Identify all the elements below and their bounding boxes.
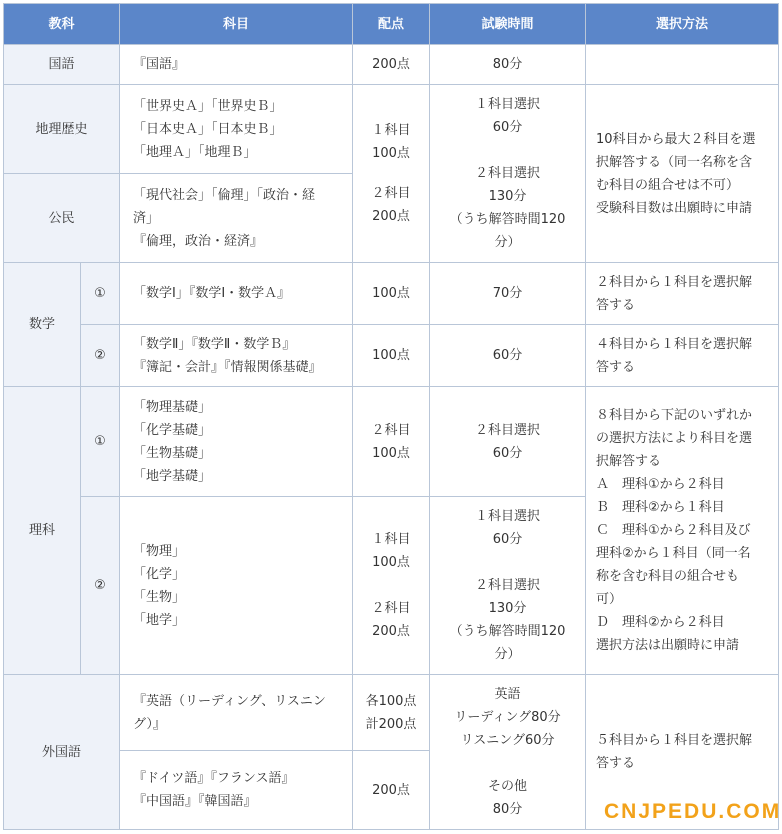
header-kyouka: 教科 [4, 4, 120, 45]
header-jikan: 試験時間 [430, 4, 586, 45]
houhou-chiri-koumin [586, 85, 779, 263]
haiten-line: ２科目 [371, 601, 411, 616]
kamoku-line: 「物理」 [133, 543, 186, 559]
kamoku-line: 「生物基礎」 [133, 445, 212, 461]
jikan-rika-2 [430, 497, 586, 675]
kamoku-line: 『簿記・会計』『情報関係基礎』 [133, 359, 322, 375]
kamoku-line: 「日本史Ａ」「日本史Ｂ」 [133, 121, 283, 137]
haiten-line: ２科目 [371, 186, 411, 201]
sugaku-no-1: ① [81, 263, 120, 325]
haiten-gaikoku-2: 200点 [353, 751, 430, 830]
jikan-line: リスニング60分 [460, 733, 555, 748]
houhou-line: 答する [596, 756, 636, 771]
kyouka-gaikoku: 外国語 [4, 675, 120, 830]
jikan-line: ２科目選択 [475, 578, 541, 593]
houhou-line: Ｄ 理科②から２科目 [596, 615, 725, 630]
houhou-line: Ｂ 理科②から１科目 [596, 500, 725, 515]
jikan-line: リーディング80分 [454, 710, 561, 725]
houhou-line: ４科目から１科目を選択解 [596, 336, 753, 352]
houhou-sugaku-1 [586, 263, 779, 325]
haiten-sugaku-2: 100点 [353, 325, 430, 387]
kamoku-chiri [120, 85, 353, 174]
header-kamoku: 科目 [120, 4, 353, 45]
kamoku-koumin [120, 174, 353, 263]
jikan-rika-1 [430, 387, 586, 497]
houhou-line: 可） [596, 592, 623, 607]
jikan-line: 80分 [492, 802, 523, 817]
kamoku-line: 「数学Ⅱ」『数学Ⅱ・数学Ｂ』 [133, 336, 296, 352]
kyouka-sugaku: 数学 [4, 263, 81, 387]
kyouka-kokugo: 国語 [4, 45, 120, 85]
jikan-line: 60分 [492, 445, 523, 461]
houhou-sugaku-2 [586, 325, 779, 387]
houhou-line: Ａ 理科①から２科目 [596, 477, 725, 492]
kamoku-rika-1 [120, 387, 353, 497]
houhou-line: 受験科目数は出願時に申請 [596, 200, 753, 216]
houhou-line: 答する [596, 359, 636, 375]
kyouka-koumin: 公民 [4, 174, 120, 263]
haiten-sugaku-1: 100点 [353, 263, 430, 325]
jikan-kokugo: 80分 [430, 45, 586, 85]
kamoku-line: 「物理基礎」 [133, 399, 212, 415]
jikan-chiri-koumin [430, 85, 586, 263]
houhou-kokugo-empty [586, 45, 779, 85]
jikan-line: （うち解答時間120 [449, 212, 566, 227]
jikan-line: 130分 [488, 189, 527, 204]
jikan-line: ２科目選択 [475, 422, 541, 438]
table-row-kokugo [4, 45, 779, 85]
kyouka-rika: 理科 [4, 387, 81, 675]
table-row-sugaku-2 [4, 325, 779, 387]
kamoku-line: 『中国語』『韓国語』 [133, 794, 257, 809]
kamoku-line: 『ドイツ語』『フランス語』 [133, 771, 295, 786]
houhou-line: 択解答する [596, 454, 662, 469]
houhou-line: 理科②から１科目（同一名 [596, 546, 751, 561]
jikan-line: 分） [494, 235, 521, 250]
jikan-line: （うち解答時間120 [449, 624, 566, 639]
haiten-line: 100点 [372, 146, 410, 161]
watermark-logo: CNJPEDU.COM [604, 800, 782, 823]
jikan-sugaku-1: 70分 [430, 263, 586, 325]
jikan-line: 分） [494, 647, 521, 662]
rika-no-1: ① [81, 387, 120, 497]
haiten-line: 200点 [372, 209, 410, 224]
kamoku-sugaku-2 [120, 325, 353, 387]
jikan-gaikoku [430, 675, 586, 830]
haiten-line: 計200点 [365, 716, 417, 732]
jikan-sugaku-2: 60分 [430, 325, 586, 387]
haiten-line: ２科目 [371, 422, 411, 438]
header-houhou: 選択方法 [586, 4, 779, 45]
kamoku-sugaku-1: 「数学Ⅰ」『数学Ⅰ・数学Ａ』 [120, 263, 353, 325]
houhou-line: ８科目から下記のいずれか [596, 408, 753, 423]
houhou-line: 択解答する（同一名称を含 [596, 154, 753, 170]
kamoku-line: 「地学基礎」 [133, 468, 212, 484]
houhou-line: ２科目から１科目を選択解 [596, 274, 753, 290]
haiten-line: １科目 [371, 532, 411, 547]
sugaku-no-2: ② [81, 325, 120, 387]
haiten-chiri-koumin [353, 85, 430, 263]
kamoku-gaikoku-1 [120, 675, 353, 751]
rika-no-2: ② [81, 497, 120, 675]
houhou-line: 選択方法は出願時に申請 [596, 638, 740, 653]
kamoku-gaikoku-2 [120, 751, 353, 830]
jikan-line: 英語 [494, 687, 521, 702]
exam-subject-table [3, 3, 782, 830]
table-row-sugaku-1 [4, 263, 779, 325]
jikan-line: １科目選択 [475, 97, 541, 112]
kamoku-line: 「生物」 [133, 589, 186, 605]
jikan-line: 60分 [492, 120, 523, 135]
jikan-line: １科目選択 [475, 509, 541, 524]
houhou-line: 答する [596, 297, 636, 313]
houhou-rika [586, 387, 779, 675]
haiten-line: 100点 [372, 555, 410, 570]
houhou-line: ５科目から１科目を選択解 [596, 733, 753, 748]
haiten-line: １科目 [371, 123, 411, 138]
table-header-row [4, 4, 779, 45]
jikan-line: 60分 [492, 532, 523, 547]
houhou-line: Ｃ 理科①から２科目及び [596, 523, 751, 538]
kamoku-kokugo: 『国語』 [120, 45, 353, 85]
jikan-line: ２科目選択 [475, 166, 541, 181]
table-row-gaikoku-1 [4, 675, 779, 751]
houhou-line: 10科目から最大２科目を選 [596, 131, 756, 147]
kamoku-line: 『倫理，政治・経済』 [133, 233, 264, 249]
kamoku-line: 「現代社会」「倫理」「政治・経 [133, 187, 316, 203]
haiten-rika-2 [353, 497, 430, 675]
houhou-line: 称を含む科目の組合せも [596, 569, 740, 584]
kamoku-line: 「地学」 [133, 612, 186, 628]
haiten-rika-1 [353, 387, 430, 497]
houhou-line: の選択方法により科目を選 [596, 431, 753, 446]
kamoku-line: グ）』 [133, 716, 166, 732]
kamoku-rika-2 [120, 497, 353, 675]
kamoku-line: 「地理Ａ」「地理Ｂ」 [133, 144, 257, 160]
haiten-line: 200点 [372, 624, 410, 639]
jikan-line: 130分 [488, 601, 527, 616]
kamoku-line: 『英語（リーディング、リスニン [133, 693, 326, 709]
header-haiten: 配点 [353, 4, 430, 45]
haiten-line: 100点 [372, 445, 410, 461]
kamoku-line: 「化学基礎」 [133, 422, 212, 438]
haiten-gaikoku-1 [353, 675, 430, 751]
houhou-line: む科目の組合せは不可） [596, 177, 740, 193]
haiten-kokugo: 200点 [353, 45, 430, 85]
kyouka-chiri: 地理歴史 [4, 85, 120, 174]
table-row-chiri [4, 85, 779, 174]
kamoku-line: 「化学」 [133, 566, 186, 582]
table-row-rika-1 [4, 387, 779, 497]
jikan-line: その他 [488, 779, 528, 794]
kamoku-line: 「世界史Ａ」「世界史Ｂ」 [133, 98, 283, 114]
kamoku-line: 済」 [133, 210, 160, 226]
haiten-line: 各100点 [365, 693, 417, 709]
